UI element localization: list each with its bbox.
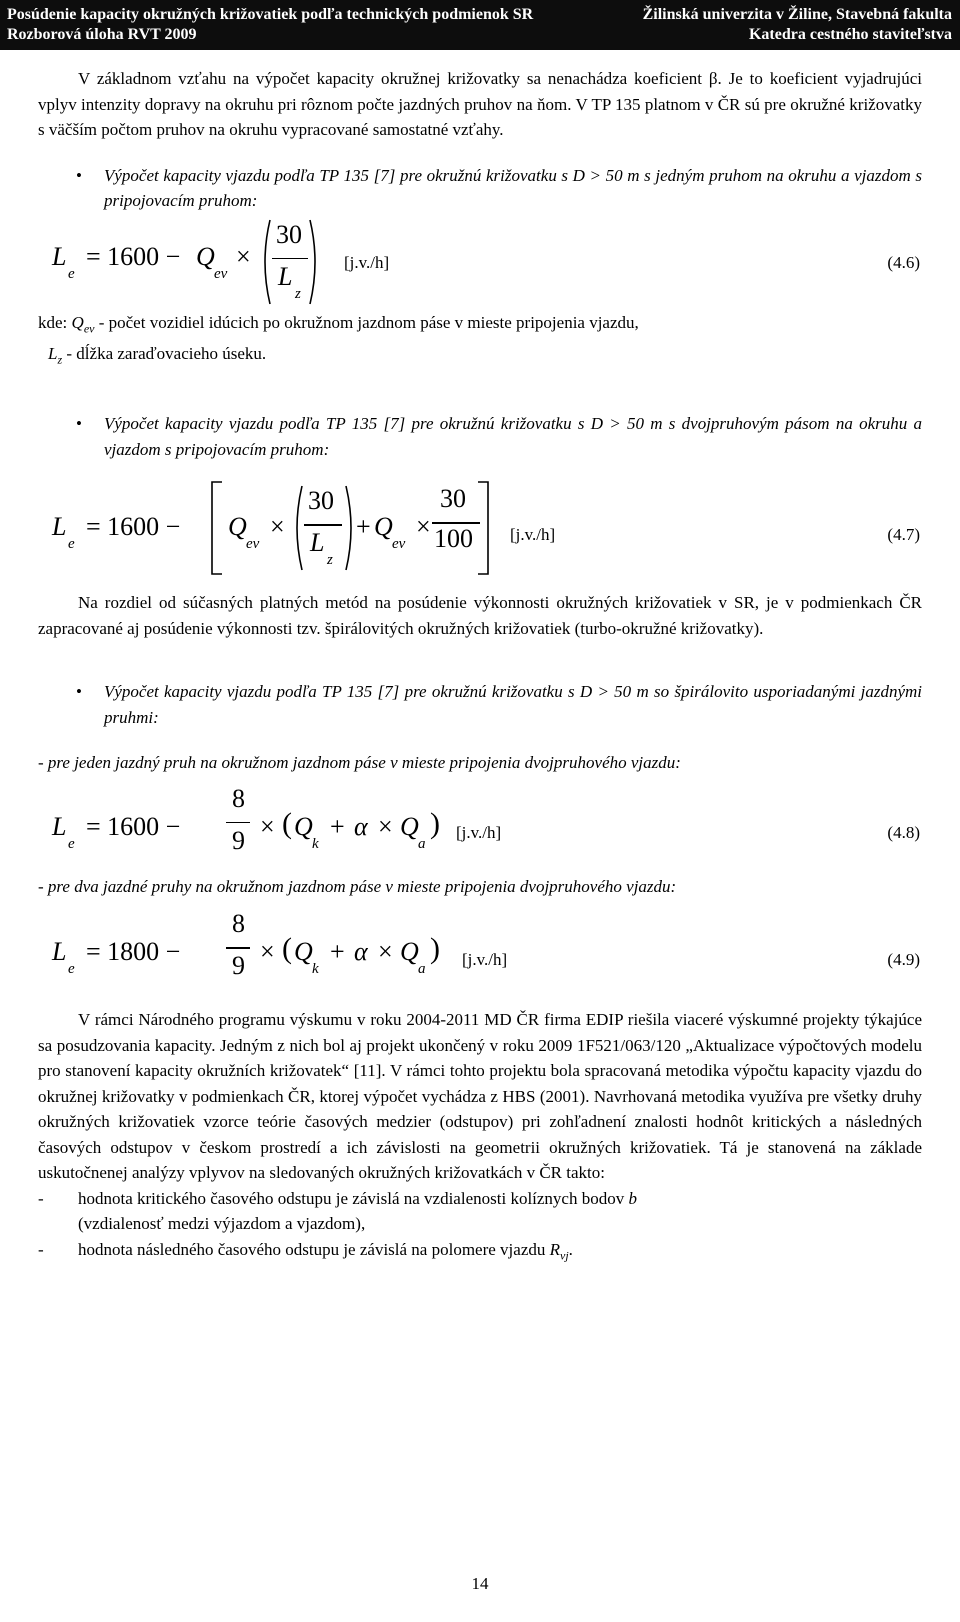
definitions (38, 310, 922, 342)
definition-lz (38, 341, 922, 373)
def-q-sub: ev (83, 320, 95, 335)
eq-close-paren: ) (430, 932, 440, 966)
eq-den-L: L (310, 528, 325, 558)
eq-times: × (236, 241, 251, 271)
eq-const: = 1600 − (86, 512, 181, 542)
eq-symbol-Q2: Q (374, 512, 393, 542)
fraction-bar (226, 822, 250, 824)
list-item-text: hodnota kritického časového odstupu je závislá na vzdialenosti kolíznych bodov (78, 1188, 629, 1208)
equation-4-8 (38, 776, 922, 874)
eq-alpha: α (354, 937, 368, 967)
eq-label: (4.7) (887, 525, 920, 545)
kde-lead: kde: (38, 312, 68, 332)
list-item-var-b: b (628, 1188, 637, 1208)
eq-symbol-L: L (52, 937, 67, 967)
eq-sub-a: a (418, 961, 426, 978)
eq-const: = 1600 − (86, 241, 181, 271)
header-right (643, 5, 952, 44)
bullet-text: Výpočet kapacity vjazdu podľa TP 135 [7] pre okružnú križovatku s D > 50 m s jedným pruhom na okruhu a vjazdom s pripojovacím pruhom: (104, 165, 922, 210)
eq-times2: × (378, 937, 393, 967)
eq-sub-k: k (312, 835, 319, 852)
list-dash: - (38, 1239, 44, 1259)
list-item-critical-gap (38, 1186, 922, 1237)
list-item-sub-vj: vj (560, 1248, 569, 1263)
list-item-end: . (568, 1239, 573, 1259)
header-title: Posúdenie kapacity okružných križovatiek podľa technických podmienok SR (7, 6, 534, 23)
eq-symbol-Q: Q (196, 241, 215, 271)
eq-den-sub-z: z (295, 285, 301, 302)
eq-symbol-L: L (52, 811, 67, 841)
header-university: Žilinská univerzita v Žiline, Stavebná fakulta (642, 6, 952, 23)
eq-symbol-Qa: Q (400, 937, 419, 967)
eq-sub-ev: ev (214, 265, 228, 282)
bullet-text: Výpočet kapacity vjazdu podľa TP 135 [7] pre okružnú križovatku s D > 50 m s dvojpruhovým pásom na okruhu a vjazdom s pripojovacím pruhom: (104, 414, 922, 459)
list-item-follow-up-gap (38, 1237, 922, 1269)
case-one-lane: - pre jeden jazdný pruh na okružnom jazdnom páse v mieste pripojenia dvojpruhového vjazdu: (38, 753, 681, 773)
header-department: Katedra cestného staviteľstva (748, 25, 952, 43)
eq-sub-ev: ev (246, 536, 260, 553)
list-dash: - (38, 1188, 44, 1208)
eq-sub-ev2: ev (392, 536, 406, 553)
eq-times2: × (416, 512, 431, 542)
eq-label: (4.6) (887, 252, 920, 272)
eq-plus: + (330, 811, 345, 841)
eq-alpha: α (354, 811, 368, 841)
header-subtitle: Rozborová úloha RVT 2009 (7, 25, 197, 43)
eq-sub-a: a (418, 835, 426, 852)
eq-times: × (260, 937, 275, 967)
page-number: 14 (471, 1574, 489, 1593)
def-l-sub: z (57, 352, 63, 367)
eq-numerator: 8 (232, 909, 245, 939)
bullet-dot: • (76, 165, 82, 185)
eq-const: = 1600 − (86, 811, 181, 841)
eq-unit: [j.v./h] (462, 950, 508, 970)
paragraph-edip: V rámci Národného programu výskumu v roku 2004-2011 MD ČR firma EDIP riešila viaceré výskumné projekty týkajúce sa posudzovania kapacity. Jedným z nich bol aj projekt ukončený v roku 2009 1F521/063/120 „Aktualizace výpočtových modelu pro stanovení kapacity okružních križovatek“ [11]. V rámci tohto projektu bola spracovaná metodika výpočtu kapacity vjazdu do okružnej križovatky v podmienkach ČR, ktorej výpočet vychádza z HBS (2001). Navrhovaná metodika využíva pre všetky druhy okružných križovatiek vzorce teórie časových medzier (odstupov) pri zohľadnení znalosti hodnôt kritických a následných časových odstupov v českom prostredí a ich závislosti na geometrii okružných križovatiek. Tá je stanovená na základe uskutočnenej analýzy vplyvov na sledovaných okružných križovatkách v ČR takto: (38, 1010, 922, 1183)
bullet-text: Výpočet kapacity vjazdu podľa TP 135 [7] pre okružnú križovatku s D > 50 m so špirálovito usporiadanými jazdnými pruhmi: (104, 682, 922, 727)
bullet-eq48 (38, 679, 922, 730)
case-two-lanes: - pre dva jazdné pruhy na okružnom jazdnom páse v mieste pripojenia dvojpruhového vjazdu: (38, 876, 677, 896)
eq-symbol-Qk: Q (294, 811, 313, 841)
eq-sub-e: e (68, 265, 75, 282)
def-l-symbol: L (48, 344, 58, 364)
def-q-symbol: Q (71, 312, 84, 332)
eq-times2: × (378, 811, 393, 841)
eq-times: × (260, 811, 275, 841)
list-item-var-r: R (549, 1239, 560, 1259)
eq-denominator: 9 (232, 825, 245, 855)
equation-4-9 (38, 899, 922, 1007)
paragraph-beta: V základnom vzťahu na výpočet kapacity okružnej križovatky sa nenachádza koeficient β. Je to koeficient vyjadrujúci vplyv intenzity dopravy na okruhu pri rôznom počte jazdných pruhov na ňom. V TP 135 platnom v ČR sú pre okružné križovatky s väčším počtom pruhov na okruhu vypracované samostatné vzťahy. (38, 69, 922, 139)
eq-sub-k: k (312, 961, 319, 978)
bullet-eq47 (38, 411, 922, 462)
fraction-bar (226, 947, 250, 949)
eq-symbol-L: L (52, 512, 67, 542)
header-left (7, 5, 533, 44)
eq-symbol-Qa: Q (400, 811, 419, 841)
eq-plus: + (330, 937, 345, 967)
eq-den-sub-z: z (327, 552, 333, 569)
eq-denominator: 9 (232, 951, 245, 981)
fraction-bar (304, 524, 342, 526)
def-l-desc: - dĺžka zaraďovacieho úseku. (62, 344, 267, 364)
page-body (38, 66, 922, 1269)
eq-const: = 1800 − (86, 937, 181, 967)
eq-den-L: L (278, 261, 293, 291)
list-item-cont: (vzdialenosť medzi výjazdom a vjazdom), (78, 1214, 366, 1234)
eq-open-paren: ( (282, 806, 292, 840)
eq-unit: [j.v./h] (510, 525, 556, 545)
eq-plus: + (356, 512, 371, 542)
eq-label: (4.8) (887, 822, 920, 842)
eq-label: (4.9) (887, 950, 920, 970)
eq-numerator: 30 (276, 219, 302, 249)
bullet-dot: • (76, 682, 82, 702)
def-q-desc: - počet vozidiel idúcich po okružnom jazdnom páse v mieste pripojenia vjazdu, (94, 312, 639, 332)
list-item-text: hodnota následného časového odstupu je závislá na polomere vjazdu (78, 1239, 550, 1259)
eq-close-paren: ) (430, 806, 440, 840)
eq-unit: [j.v./h] (344, 252, 390, 272)
page-header (0, 0, 960, 50)
eq-numerator: 30 (308, 486, 334, 516)
eq-unit: [j.v./h] (456, 822, 502, 842)
eq-sub-e: e (68, 835, 75, 852)
fraction-bar (272, 258, 308, 260)
eq-numerator: 8 (232, 783, 245, 813)
eq-times: × (270, 512, 285, 542)
equation-4-6 (38, 214, 922, 310)
equation-4-7 (38, 462, 922, 590)
eq-denominator2: 100 (434, 524, 473, 554)
bullet-dot: • (76, 414, 82, 434)
paragraph-turbo: Na rozdiel od súčasných platných metód na posúdenie výkonnosti okružných križovatiek v SR, je v podmienkach ČR zapracované aj posúdenie výkonnosti tzv. špirálovitých okružných križovatiek (turbo-okružné križovatky). (38, 593, 922, 638)
eq-symbol-Q: Q (228, 512, 247, 542)
eq-sub-e: e (68, 536, 75, 553)
bullet-eq46 (38, 163, 922, 214)
eq-open-paren: ( (282, 932, 292, 966)
eq-symbol-L: L (52, 241, 67, 271)
eq-symbol-Qk: Q (294, 937, 313, 967)
eq-numerator2: 30 (440, 484, 466, 514)
eq-sub-e: e (68, 961, 75, 978)
